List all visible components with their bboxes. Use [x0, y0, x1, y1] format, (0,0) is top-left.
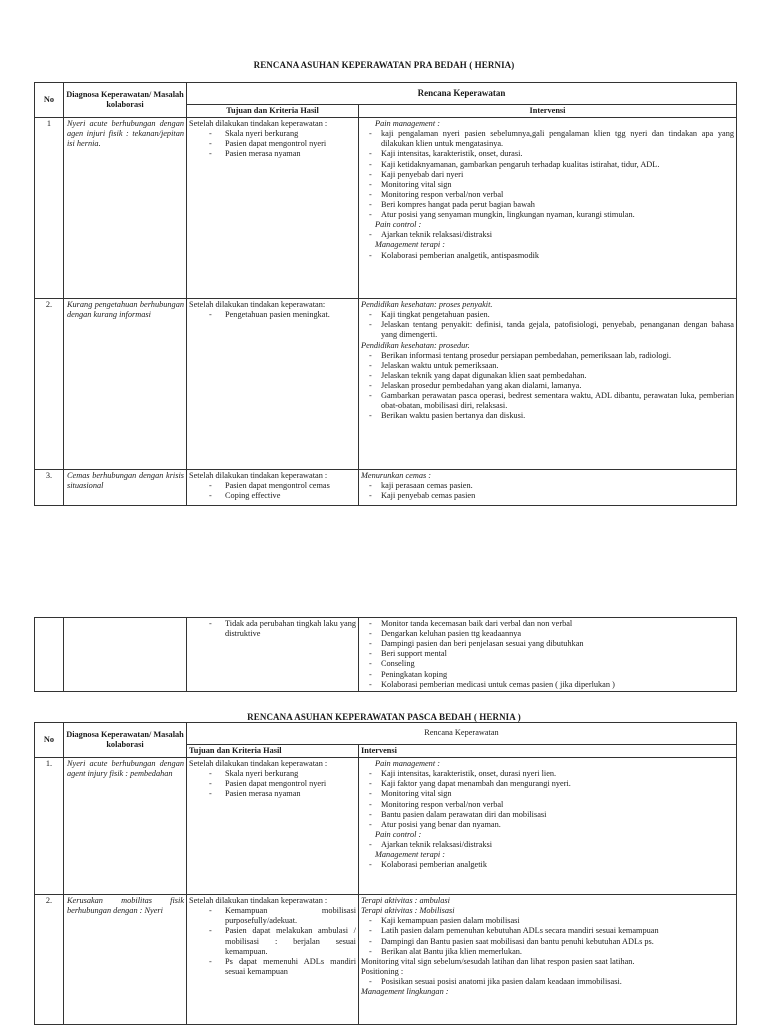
header-no: No	[35, 723, 64, 758]
intervensi-group-label: Pain control :	[375, 829, 422, 839]
kriteria-cell	[187, 618, 359, 692]
intervensi-list	[361, 310, 734, 340]
diagnosa-cell: Kerusakan mobilitas fisik berhubungan dengan : Nyeri	[64, 895, 187, 1025]
intervensi-group-label: Pain management :	[375, 119, 440, 129]
header-no: No	[35, 83, 64, 118]
list-item: - Kolaborasi pemberian medicasi untuk cemas pasien ( jika diperlukan )	[361, 680, 734, 690]
kriteria-intro: Setelah dilakukan tindakan keperawatan:	[189, 300, 326, 310]
list-item: - Pasien merasa nyaman	[189, 789, 356, 799]
list-item: - Kaji penyebab dari nyeri	[361, 170, 734, 180]
list-item: - Latih pasien dalam pemenuhan kebutuhan ADLs secara mandiri sesuai kemampuan	[361, 926, 734, 936]
list-item: - Jelaskan prosedur pembedahan yang akan dialami, lamanya.	[361, 381, 734, 391]
row-number: 2.	[35, 299, 64, 470]
kriteria-cell	[187, 895, 359, 1025]
table-row	[35, 118, 737, 299]
list-item: - Monitoring respon verbal/non verbal	[361, 190, 734, 200]
intervensi-group-label: Management lingkungan :	[361, 987, 449, 997]
list-item: - Ajarkan teknik relaksasi/distraksi	[361, 840, 734, 850]
list-item: - kaji perasaan cemas pasien.	[361, 481, 734, 491]
list-item: - Skala nyeri berkurang	[189, 129, 356, 139]
row-number: 1.	[35, 758, 64, 895]
header-rencana: Rencana Keperawatan	[187, 83, 737, 105]
list-item: - Pasien merasa nyaman	[189, 149, 356, 159]
list-item: - Peningkatan koping	[361, 670, 734, 680]
list-item: - Atur posisi yang senyaman mungkin, lingkungan nyaman, kurangi stimulan.	[361, 210, 734, 220]
intervensi-cell	[359, 299, 737, 470]
row-number: 3.	[35, 470, 64, 506]
list-item: - Kaji ketidaknyamanan, gambarkan pengaruh terhadap kualitas istirahat, tidur, ADL.	[361, 160, 734, 170]
list-item: - Monitoring vital sign	[361, 789, 734, 799]
title-pra-bedah: RENCANA ASUHAN KEPERAWATAN PRA BEDAH ( HERNIA)	[253, 60, 515, 70]
kriteria-list	[189, 906, 356, 977]
intervensi-cell	[359, 118, 737, 299]
table-continuation	[34, 617, 737, 692]
table-row	[35, 470, 737, 506]
list-item: - kaji pengalaman nyeri pasien sebelumnya,gali pengalaman klien tgg nyeri dan tindakan apa yang dilakukan klien untuk mengatasinya.	[361, 129, 734, 149]
kriteria-intro: Setelah dilakukan tindakan keperawatan :	[189, 896, 328, 906]
intervensi-cell	[359, 758, 737, 895]
diagnosa-cell: Nyeri acute berhubungan dengan agen injuri fisik : tekanan/jepitan isi hernia.	[64, 118, 187, 299]
list-item: - Bantu pasien dalam perawatan diri dan mobilisasi	[361, 810, 734, 820]
list-item: - Berikan waktu pasien bertanya dan diskusi.	[361, 411, 734, 421]
header-rencana: Rencana Keperawatan	[187, 723, 737, 745]
kriteria-list	[189, 129, 356, 159]
list-item: - Kaji faktor yang dapat menambah dan mengurangi nyeri.	[361, 779, 734, 789]
header-diagnosa: Diagnosa Keperawatan/ Masalah kolaborasi	[64, 83, 187, 118]
diagnosa-cell: Kurang pengetahuan berhubungan dengan kurang informasi	[64, 299, 187, 470]
list-item: - Pasien dapat mengontrol nyeri	[189, 779, 356, 789]
intervensi-list	[361, 977, 734, 987]
list-item: - Dampingi pasien dan beri penjelasan sesuai yang dibutuhkan	[361, 639, 734, 649]
intervensi-list	[361, 860, 734, 870]
list-item: - Kolaborasi pemberian analgetik, antispasmodik	[361, 251, 734, 261]
list-item: - Pasien dapat melakukan ambulasi / mobilisasi : berjalan sesuai kemampuan.	[189, 926, 356, 956]
intervensi-group-label: Management terapi :	[375, 850, 446, 860]
header-diagnosa: Diagnosa Keperawatan/ Masalah kolaborasi	[64, 723, 187, 758]
list-item: - Skala nyeri berkurang	[189, 769, 356, 779]
intervensi-group-label: Pain management :	[375, 759, 440, 769]
intervensi-list	[361, 769, 734, 830]
title-pasca-bedah: RENCANA ASUHAN KEPERAWATAN PASCA BEDAH ( HERNIA )	[247, 712, 521, 722]
kriteria-cell	[187, 758, 359, 895]
intervensi-list	[361, 351, 734, 422]
list-item: - Kemampuan mobilisasi purposefully/adekuat.	[189, 906, 356, 926]
intervensi-group-label: Terapi aktivitas : Mobilisasi	[361, 906, 455, 916]
table-row	[35, 618, 737, 692]
table-pra-bedah	[34, 82, 737, 506]
intervensi-list	[361, 481, 734, 501]
list-item: - Beri support mental	[361, 649, 734, 659]
table-pasca-bedah	[34, 722, 737, 1025]
list-item: - Beri kompres hangat pada perut bagian bawah	[361, 200, 734, 210]
list-item: - Monitor tanda kecemasan baik dari verbal dan non verbal	[361, 619, 734, 629]
list-item: - Dampingi dan Bantu pasien saat mobilisasi dan bantu penuhi kebutuhan ADLs ps.	[361, 937, 734, 947]
kriteria-cell	[187, 118, 359, 299]
intervensi-list	[361, 230, 734, 240]
list-item: - Jelaskan tentang penyakit: definisi, tanda gejala, patofisiologi, penyebab, penanganan dengan bahasa yang dimengerti.	[361, 320, 734, 340]
list-item: - Pasien dapat mengontrol cemas	[189, 481, 356, 491]
row-number: 1	[35, 118, 64, 299]
diagnosa-cell: Cemas berhubungan dengan krisis situasional	[64, 470, 187, 506]
list-item: - Jelaskan waktu untuk pemeriksaan.	[361, 361, 734, 371]
intervensi-cell	[359, 470, 737, 506]
list-item: - Pengetahuan pasien meningkat.	[189, 310, 356, 320]
intervensi-group-label: Pain control :	[375, 220, 422, 230]
intervensi-group-label: Terapi aktivitas : ambulasi	[361, 896, 450, 906]
intervensi-group-label: Pendidikan kesehatan: proses penyakit.	[361, 300, 493, 310]
kriteria-cell	[187, 470, 359, 506]
kriteria-cell	[187, 299, 359, 470]
list-item: - Tidak ada perubahan tingkah laku yang distruktive	[189, 619, 356, 639]
list-item: - Kaji intensitas, karakteristik, onset, durasi.	[361, 149, 734, 159]
kriteria-list	[189, 310, 356, 320]
list-item: - Atur posisi yang benar dan nyaman.	[361, 820, 734, 830]
list-item: - Jelaskan teknik yang dapat digunakan klien saat pembedahan.	[361, 371, 734, 381]
intervensi-list	[361, 840, 734, 850]
kriteria-intro: Setelah dilakukan tindakan keperawatan :	[189, 119, 328, 129]
diagnosa-cell: Nyeri acute berhubungan dengan agent injury fisik : pembedahan	[64, 758, 187, 895]
list-item: - Ps dapat memenuhi ADLs mandiri sesuai kemampuan	[189, 957, 356, 977]
intervensi-group-label: Management terapi :	[375, 240, 446, 250]
list-item: - Dengarkan keluhan pasien ttg keadaannya	[361, 629, 734, 639]
kriteria-intro: Setelah dilakukan tindakan keperawatan :	[189, 471, 328, 481]
intervensi-list	[361, 129, 734, 220]
list-item: - Kolaborasi pemberian analgetik	[361, 860, 734, 870]
intervensi-group-label: Menurunkan cemas :	[361, 471, 432, 481]
list-item: - Ajarkan teknik relaksasi/distraksi	[361, 230, 734, 240]
kriteria-intro: Setelah dilakukan tindakan keperawatan :	[189, 759, 328, 769]
list-item: - Gambarkan perawatan pasca operasi, bedrest sementara waktu, ADL dibantu, perawatan luka, pemberian obat-obatan, mobilisasi diri, relaksasi.	[361, 391, 734, 411]
header-intervensi: Intervensi	[359, 105, 737, 118]
list-item: - Kaji intensitas, karakteristik, onset, durasi nyeri lien.	[361, 769, 734, 779]
kriteria-list	[189, 481, 356, 501]
intervensi-list	[361, 251, 734, 261]
intervensi-cell	[359, 895, 737, 1025]
list-item: - Coping effective	[189, 491, 356, 501]
list-item: - Kaji penyebab cemas pasien	[361, 491, 734, 501]
intervensi-list	[361, 916, 734, 956]
table-row	[35, 758, 737, 895]
list-item: - Berikan alat Bantu jika klien memerlukan.	[361, 947, 734, 957]
kriteria-list	[189, 769, 356, 799]
list-item: - Monitoring vital sign	[361, 180, 734, 190]
list-item: - Kaji kemampuan pasien dalam mobilisasi	[361, 916, 734, 926]
table-row	[35, 895, 737, 1025]
list-item: - Conseling	[361, 659, 734, 669]
list-item: - Berikan informasi tentang prosedur persiapan pembedahan, pemeriksaan lab, radiologi.	[361, 351, 734, 361]
intervensi-cell	[359, 618, 737, 692]
list-item: - Monitoring respon verbal/non verbal	[361, 800, 734, 810]
list-item: - Kaji tingkat pengetahuan pasien.	[361, 310, 734, 320]
row-number: 2.	[35, 895, 64, 1025]
table-row	[35, 299, 737, 470]
list-item: - Pasien dapat mengontrol nyeri	[189, 139, 356, 149]
header-tujuan: Tujuan dan Kriteria Hasil	[187, 745, 359, 758]
intervensi-text: Positioning :	[361, 966, 404, 976]
header-tujuan: Tujuan dan Kriteria Hasil	[187, 105, 359, 118]
header-intervensi: Intervensi	[359, 745, 737, 758]
intervensi-text: Monitoring vital sign sebelum/sesudah latihan dan lihat respon pasien saat latihan.	[361, 956, 635, 966]
intervensi-group-label: Pendidikan kesehatan: prosedur.	[361, 340, 470, 350]
list-item: - Posisikan sesuai posisi anatomi jika pasien dalam keadaan immobilisasi.	[361, 977, 734, 987]
